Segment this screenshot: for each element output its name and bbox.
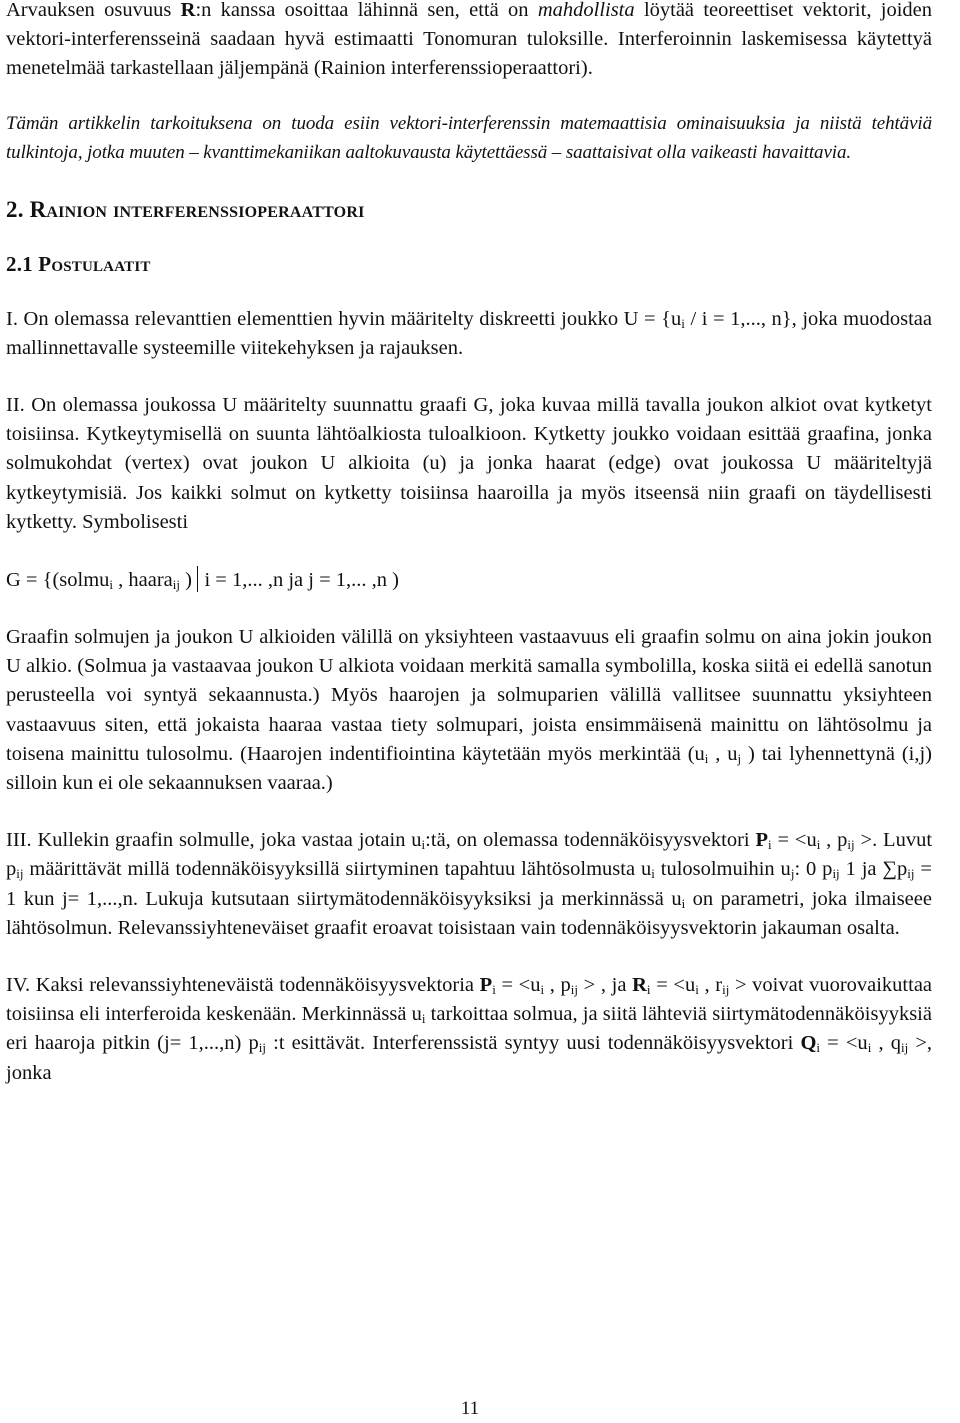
subscript: ij bbox=[16, 866, 24, 882]
text-run: :t esittävät. Interferenssistä syntyy uusi todennäköisyysvektori bbox=[265, 1032, 801, 1055]
page-number: 11 bbox=[460, 1398, 480, 1419]
text-run: , r bbox=[698, 974, 723, 997]
postulate-1 bbox=[6, 305, 932, 363]
graph-formula bbox=[6, 565, 932, 595]
postulate-4 bbox=[6, 971, 932, 1088]
subscript: ij bbox=[570, 982, 579, 998]
text-run: , u bbox=[708, 742, 738, 765]
bold-symbol: R bbox=[180, 0, 196, 21]
text-run: > voivat vuorovaikuttaa toisiinsa eli interferoida keskenään. Merkinnässä u bbox=[6, 974, 933, 1026]
text-run: , p bbox=[820, 829, 848, 852]
text-run: tarkoittaa solmua, ja siitä lähteviä siirtymätodennäköisyyksiä eri haaroja pitkin (j= 1,...,n) p bbox=[6, 1003, 932, 1055]
text-run: = <u bbox=[771, 829, 817, 852]
subscript: ij bbox=[900, 1040, 909, 1056]
bold-symbol: Q bbox=[800, 1032, 817, 1055]
subscript: ij bbox=[847, 837, 855, 853]
text-run: ) bbox=[180, 569, 192, 592]
subscript: i bbox=[816, 837, 821, 853]
subscript: i bbox=[681, 895, 686, 911]
text-run: on parametri, joka ilmaiseee lähtösolmun. Relevanssiyhteneväiset graafit eroavat toisistaan vain todennäköisyysvektorin jakauman osalta. bbox=[6, 887, 932, 939]
bold-symbol: P bbox=[479, 974, 493, 997]
text-run: , q bbox=[871, 1032, 901, 1055]
abstract-paragraph: Tämän artikkelin tarkoituksena on tuoda esiin vektori-interferenssin matemaattisia ominaisuuksia ja niistä tehtäviä tulkintoja, jotka muuten – kvanttimekaniikan aaltokuvausta käytettäessä – saattaisivat olla vaikeasti havaittavia. bbox=[6, 112, 932, 163]
subscript: ij bbox=[832, 866, 840, 882]
text-run: = <u bbox=[495, 974, 541, 997]
text-run: III. Kullekin graafin solmulle, joka vastaa jotain u bbox=[6, 829, 422, 852]
graph-paragraph bbox=[6, 623, 932, 798]
subscript: i bbox=[421, 1011, 426, 1027]
document-page bbox=[6, 0, 932, 1088]
subscript: i bbox=[767, 837, 772, 853]
subscript: i bbox=[816, 1040, 821, 1056]
bold-symbol: P bbox=[755, 829, 768, 852]
text-run: , haara bbox=[113, 569, 173, 592]
text-run: >. Luvut p bbox=[6, 829, 933, 881]
text-run: = <u bbox=[650, 974, 696, 997]
text-run: G = {(solmu bbox=[6, 569, 110, 592]
text-run: >, jonka bbox=[6, 1032, 933, 1084]
text-run: 1 ja ∑p bbox=[839, 858, 908, 881]
text-run: Arvauksen osuvuus bbox=[6, 0, 181, 21]
subscript: i bbox=[695, 982, 699, 998]
subscript: i bbox=[492, 982, 496, 998]
text-run: löytää teoreettiset vektorit, joiden vektori-interferensseinä saadaan hyvä estimaatti Tonomuran tuloksille. Interferoinnin laskemisessa käytettyä menetelmää tarkastellaan jäljempänä (Rainion interferenssioperaattori). bbox=[6, 0, 932, 80]
emphasis: mahdollista bbox=[537, 0, 635, 21]
text-run: : 0 p bbox=[794, 858, 833, 881]
vertical-bar bbox=[197, 566, 199, 592]
text-run: IV. Kaksi relevanssiyhteneväistä todennäköisyysvektoria bbox=[6, 974, 480, 997]
text-run: , p bbox=[544, 974, 571, 997]
subscript: i bbox=[646, 982, 651, 998]
subsection-heading: 2.1 Postulaatit bbox=[6, 251, 151, 276]
subscript: i bbox=[421, 837, 426, 853]
text-run: I. On olemassa relevanttien elementtien hyvin määritelty diskreetti joukko U = {u bbox=[6, 307, 682, 330]
postulate-3 bbox=[6, 826, 932, 943]
text-run: :n kanssa osoittaa lähinnä sen, että on bbox=[195, 0, 538, 21]
subscript: i bbox=[704, 750, 709, 766]
text-run: = 1 kun j= 1,...,n. Lukuja kutsutaan siirtymätodennäköisyyksiksi ja merkinnässä u bbox=[6, 858, 932, 910]
section-heading: 2. Rainion interferenssioperaattori bbox=[6, 196, 365, 222]
text-run: määrittävät millä todennäköisyyksillä siirtyminen tapahtuu lähtösolmusta u bbox=[23, 858, 652, 881]
intro-paragraph bbox=[6, 0, 932, 84]
text-run: Graafin solmujen ja joukon U alkioiden välillä on yksiyhteen vastaavuus eli graafin solmu on aina jokin joukon U alkio. (Solmua ja vastaavaa joukon U alkiota voidaan merkitä samalla symbolilla, koska siitä ei edellä sanotun perusteella voi syntyä sekaannusta.) Myös haarojen ja solmuparien välillä vallitsee suunnattu yksiyhteen vastaavuus siten, että jokaista haaraa vastaa tiety solmupari, joista ensimmäisenä mainittu on lähtösolmu ja toisena mainittu tulosolmu. (Haarojen indentifiointina käytetään myös merkintää (u bbox=[6, 626, 932, 765]
text-run: i = 1,... ,n ja j = 1,... ,n ) bbox=[204, 569, 399, 592]
text-run: / i = 1,..., n}, joka muodostaa mallinnettavalle systeemille viitekehyksen ja rajauksen. bbox=[6, 307, 932, 359]
subscript: i bbox=[540, 982, 545, 998]
text-run: :tä, on olemassa todennäköisyysvektori bbox=[425, 829, 756, 852]
subscript: i bbox=[867, 1040, 872, 1056]
postulate-2: II. On olemassa joukossa U määritelty suunnattu graafi G, joka kuvaa millä tavalla joukon alkiot ovat kytketyt toisiinsa. Kytkeytymisellä on suunta lähtöalkiosta tuloalkioon. Kytketty joukko voidaan esittää graafina, jonka solmukohdat (vertex) ovat joukon U alkioita (u) ja jonka haarat (edge) ovat joukossa U määriteltyjä kytkeytymisiä. Jos kaikki solmut on kytketty toisiinsa haaroilla ja myös itseensä niin graafi on täydellisesti kytketty. Symbolisesti bbox=[6, 394, 932, 533]
bold-symbol: R bbox=[632, 974, 647, 997]
subscript: i bbox=[109, 577, 114, 593]
subscript: j bbox=[790, 866, 795, 882]
subscript: i bbox=[681, 315, 685, 331]
text-run: > , ja bbox=[578, 974, 633, 997]
text-run: = <u bbox=[820, 1032, 868, 1055]
subscript: j bbox=[737, 750, 742, 766]
text-run: ) tai lyhennettynä (i,j) silloin kun ei ole sekaannuksen vaaraa.) bbox=[6, 742, 932, 795]
text-run: tulosolmuihin u bbox=[654, 858, 791, 881]
subscript: ij bbox=[907, 866, 915, 882]
subscript: ij bbox=[258, 1040, 266, 1056]
subscript: i bbox=[651, 866, 655, 882]
subscript: ij bbox=[172, 577, 181, 593]
subscript: ij bbox=[722, 982, 730, 998]
